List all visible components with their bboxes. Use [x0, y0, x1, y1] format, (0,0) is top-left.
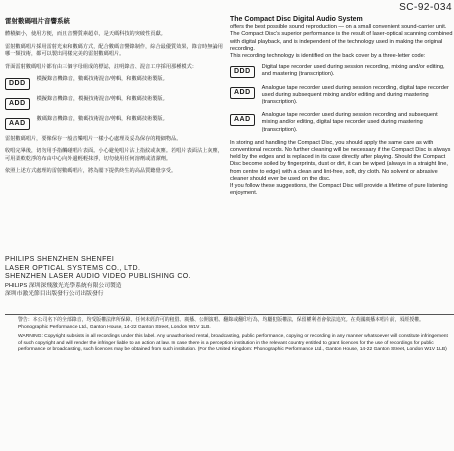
copyright-footer: [18, 318, 448, 354]
zh-symbol-text: 模擬錄音機錄音，模擬技術混音/剪輯，和數碼技術製版。: [36, 96, 168, 103]
add-code-badge: ADD: [5, 98, 30, 110]
footer-warning-zh: 警告：本公司名下的全部錄音，均受版權法律所保障，任何未經許可的租借、廣播、公開演唱、翻錄或翻印行為，均屬犯版權法，保留權利者會依法追究。在英國廣播本唱片前，須經授權。Phonographic Performance Ltd., Ganton House, 14-22 Ganton Street, London W1V 1LB.: [18, 318, 424, 330]
en-title: The Compact Disc Digital Audio System: [230, 16, 363, 23]
zh-paragraph: 體積細小，使用方便，而且音響質素超卓，是天碼科技的突破性貢獻。: [5, 31, 166, 38]
en-symbol-text: Digital tape recorder used during session recording, mixing and/or editing, and mastering (transcription).: [261, 64, 445, 78]
add-code-badge: ADD: [230, 87, 255, 99]
zh-symbol-text: 模擬錄音機錄音，數碼技術混音/剪輯，和數碼技術製版。: [36, 76, 168, 83]
ddd-code-badge: DDD: [5, 78, 30, 90]
footer-divider: [5, 314, 454, 315]
en-closing-paragraph: If you follow these suggestions, the Compact Disc will provide a lifetime of pure listening enjoyment.: [230, 183, 448, 197]
company-name-line: SHENZHEN LASER AUDIO VIDEO PUBLISHING CO.: [5, 273, 191, 281]
company-zh-line: 深圳市激光節目出版發行公司出版發行: [5, 290, 104, 297]
en-intro: offers the best possible sound reproduction — on a small convenient sound-carrier unit.: [230, 24, 447, 31]
en-symbol-ddd: [230, 64, 454, 78]
en-paragraph: This recording technology is identified on the back cover by a three-letter code:: [230, 53, 426, 60]
english-section: [230, 16, 454, 197]
footer-warning-en: WARNING: Copyright subsists in all recordings under this label. Any unauthorised rental, broadcasting, public performance, copying or recording in any manner whatsoever will constitute infringement of such copyright and will render the infringer liable to an action at law. In case there is a perception institution in the relevant country entitled to grant licences for the use of recordings for public performance or broadcasting, such licences may be obtained from such institution. (For the United Kingdom: Phonographic Performance Ltd., Ganton House, 14-22 Ganton Street, London W1V 1LB): [18, 334, 448, 352]
zh-symbol-text: 數碼錄音機錄音，數碼技術混音/剪輯，和數碼技術製版。: [36, 116, 168, 123]
zh-paragraph: 背面雷射數碼唱片都有由三個字母組成的標誌，註明錄音、混音工序採用那種模式：: [5, 63, 197, 70]
zh-care-paragraph: 收唱完畢後，切勿用手指觸碰唱片表面。小心避免唱片沾上指紋或灰塵。若唱片表面沾上灰塵，可用柔軟乾淨的布由中心向外邊輕輕抹淨，切勿使用任何溶劑或清潔劑。: [5, 148, 223, 162]
aad-code-badge: AAD: [5, 118, 30, 130]
company-zh-line: PHILIPS 深圳深飛激光光學系統有限公司製造: [5, 282, 122, 289]
zh-care-paragraph: 依照上述方式處理的雷射數碼唱片，將為閣下提供終生的高品質聽覺享受。: [5, 168, 177, 175]
en-symbol-text: Analogue tape recorder used during session recording, digital tape recorder used during subsequent mixing and/or editing and during mastering (transcription).: [261, 84, 449, 106]
catalog-code: SC-92-034: [399, 2, 452, 13]
zh-title: 雷射數碼唱片音響系統: [5, 18, 70, 25]
en-symbol-aad: [230, 112, 454, 134]
zh-symbol-aad: [5, 116, 225, 130]
zh-paragraph: 雷射數碼唱片採用雷射光束和數碼方式，配合數碼音響錄制作，綜合最優質效果，錄音時無論用哪一類技術，都可以製出同樣完美的雷射數碼唱片。: [5, 43, 223, 58]
zh-care-paragraph: 雷射數碼唱片，要像保存一般音樂唱片一樣小心處理及妥為保存的精細物品。: [5, 136, 182, 143]
company-name-line: PHILIPS SHENZHEN SHENFEI: [5, 256, 115, 263]
ddd-code-badge: DDD: [230, 66, 255, 78]
en-care-paragraph: In storing and handling the Compact Disc, you should apply the same care as with conventional records. No further cleaning will be necessary if the Compact Disc is always held by the edges and is replaced in its case directly after playing. Should the Compact Disc become soiled by fingerprints, dust or dirt, it can be wiped (always in a straight line, from centre to edge) with a clean and lint-free, soft, dry cloth. No solvent or abrasive cleaner should ever be used on the disc.: [230, 139, 451, 182]
zh-symbol-ddd: [5, 76, 225, 90]
aad-code-badge: AAD: [230, 114, 255, 126]
company-block: [5, 256, 225, 298]
company-name-line: LASER OPTICAL SYSTEMS CO., LTD.: [5, 264, 141, 272]
zh-symbol-add: [5, 96, 225, 110]
en-symbol-add: [230, 85, 454, 107]
en-paragraph: The Compact Disc's superior performance is the result of laser-optical scanning combined with digital playback, and is independent of the technology used in making the original recording.: [230, 31, 453, 52]
chinese-section: [5, 18, 225, 181]
en-symbol-text: Analogue tape recorder used during session recording and subsequent mixing and/or editing, digital tape recorder used during mastering (transcription).: [261, 112, 438, 133]
